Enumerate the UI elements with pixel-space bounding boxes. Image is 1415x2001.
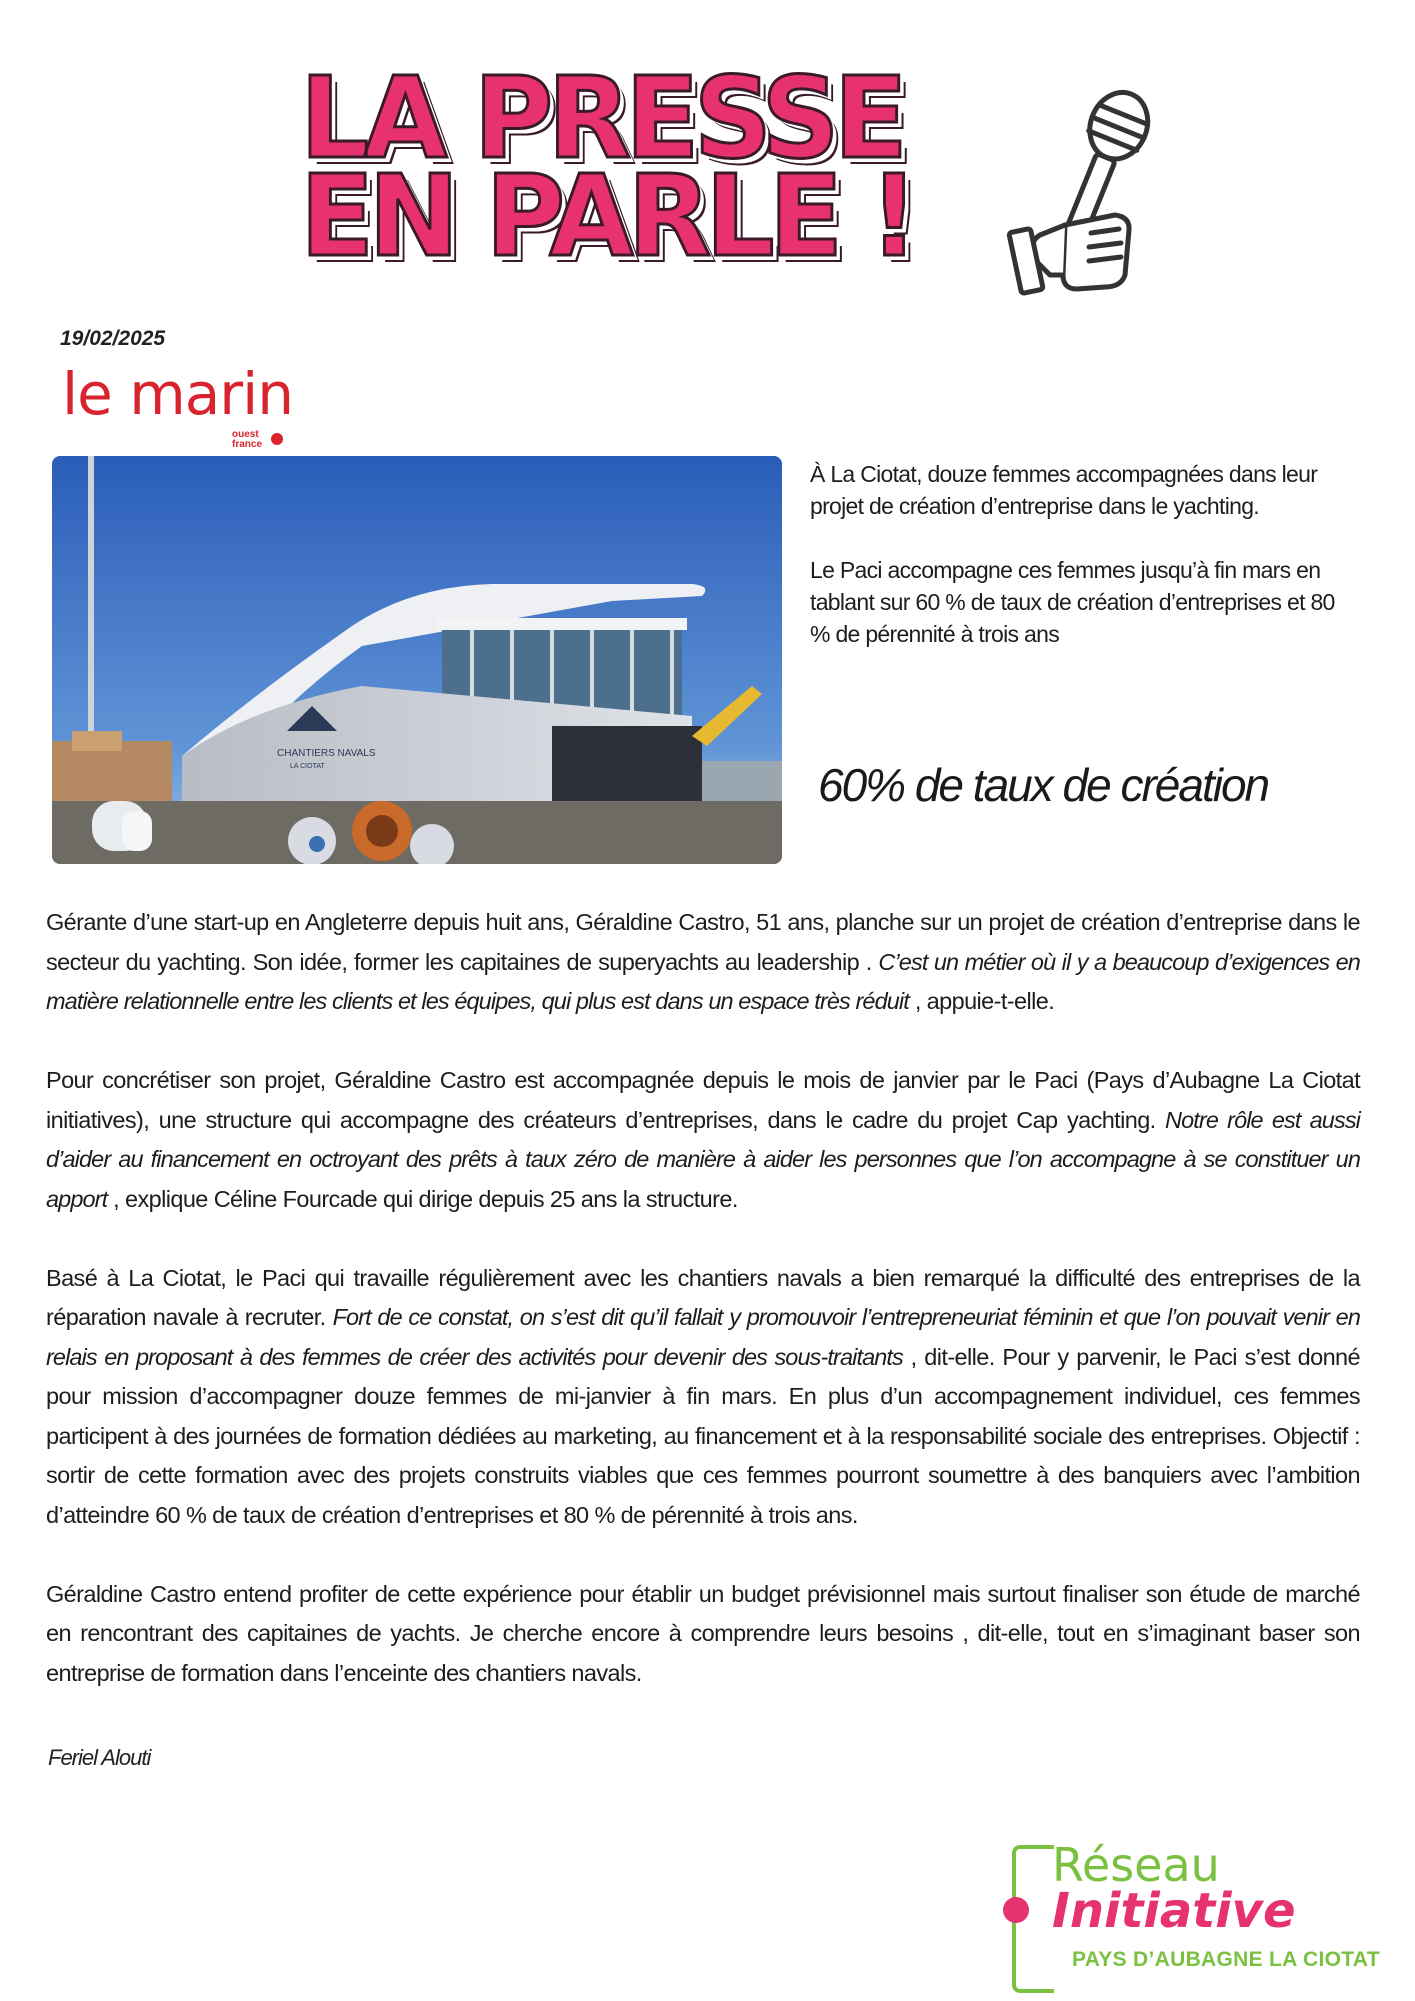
- article-p3-tail: , dit-elle. Pour y parvenir, le Paci s’est donné pour mission d’accompagner douze femmes de mi-janvier à fin mars. En plus d’un accompagnement individuel, ces femmes participent à des journées de formation dédiées au marketing, au financement et à la responsabilité sociale des entreprises. Objectif : sortir de cette formation avec des projets construits viables que ces femmes pourront soumettre à des banquiers avec l’ambition d’atteindre 60 % de taux de création d’entreprises et 80 % de pérennité à trois ans.: [46, 1343, 1360, 1528]
- ouest-france-dot-icon: [271, 433, 283, 445]
- article-p1-tail: , appuie-t-elle.: [908, 988, 1055, 1014]
- initiative-logo-dot-icon: [1003, 1897, 1029, 1923]
- initiative-logo-reseau: Réseau: [1052, 1838, 1220, 1892]
- article-paragraph-2: [46, 1061, 1360, 1219]
- intro-paragraph-1: À La Ciotat, douze femmes accompagnées dans leur projet de création d’entreprise dans le yachting.: [810, 461, 1318, 519]
- article-p3-text: Basé à La Ciotat, le Paci qui travaille régulièrement avec les chantiers navals a bien remarqué la difficulté des entreprises de la réparation navale à recruter.: [46, 1264, 1360, 1330]
- ouest-france-logo: [232, 430, 262, 450]
- photo-sign-line-2: LA CIOTAT: [290, 763, 325, 770]
- publication-date: 19/02/2025: [60, 327, 166, 350]
- headline-line-1: LA PRESSE: [300, 54, 903, 184]
- headline-line-2: EN PARLE !: [300, 152, 913, 282]
- initiative-logo-initiative: Initiative: [1052, 1883, 1296, 1939]
- article-p2-tail: , explique Céline Fourcade qui dirige depuis 25 ans la structure.: [107, 1185, 738, 1212]
- article-photo: [52, 456, 782, 864]
- article-p2-text: Pour concrétiser son projet, Géraldine Castro est accompagnée depuis le mois de janvier par le Paci (Pays d’Aubagne La Ciotat initiatives), une structure qui accompagne des créateurs d’entreprises, dans le cadre du projet Cap yachting.: [46, 1067, 1360, 1133]
- microphone-icon: [1005, 75, 1170, 320]
- article-p1-quote: C’est un métier où il y a beaucoup d’exigences en matière relationnelle entre les clients et les équipes, qui plus est dans un espace très réduit: [46, 948, 1360, 1014]
- article-paragraph-3: [46, 1259, 1360, 1536]
- article-p3-quote: Fort de ce constat, on s’est dit qu’il fallait y promouvoir l’entrepreneuriat féminin et que l’on pouvait venir en relais en proposant à des femmes de créer des activités pour devenir des sous-traitants: [46, 1304, 1361, 1370]
- intro-block: [810, 458, 1350, 682]
- article-p1-text: Gérante d’une start-up en Angleterre depuis huit ans, Géraldine Castro, 51 ans, planche sur un projet de création d’entreprise dans le secteur du yachting. Son idée, former les capitaines de superyachts au leadership .: [46, 909, 1360, 975]
- article-p2-quote: Notre rôle est aussi d’aider au financement en octroyant des prêts à taux zéro de manière à aider les personnes que l’on accompagne à se constituer un apport: [46, 1106, 1360, 1212]
- headline: [300, 54, 1000, 282]
- author-signature: Feriel Alouti: [48, 1745, 151, 1770]
- le-marin-logo: le marin: [62, 360, 293, 428]
- ouest-france-bottom: france: [232, 439, 263, 450]
- article-body: [46, 903, 1360, 1733]
- article-paragraph-4: Géraldine Castro entend profiter de cette expérience pour établir un budget prévisionnel mais surtout finaliser son étude de marché en rencontrant des capitaines de yachts. Je cherche encore à comprendre leurs besoins , dit-elle, tout en s’imaginant baser son entreprise de formation dans l’enceinte des chantiers navals.: [46, 1580, 1360, 1686]
- ouest-france-top: ouest: [232, 429, 259, 440]
- initiative-logo-tagline: PAYS D’AUBAGNE LA CIOTAT: [1072, 1948, 1380, 1971]
- article-paragraph-1: [46, 903, 1360, 1022]
- photo-sign-line-1: CHANTIERS NAVALS: [277, 748, 376, 759]
- intro-paragraph-2: Le Paci accompagne ces femmes jusqu’à fin mars en tablant sur 60 % de taux de création d’entreprises et 80 % de pérennité à trois ans: [810, 557, 1335, 647]
- pull-quote: 60% de taux de création: [818, 759, 1269, 811]
